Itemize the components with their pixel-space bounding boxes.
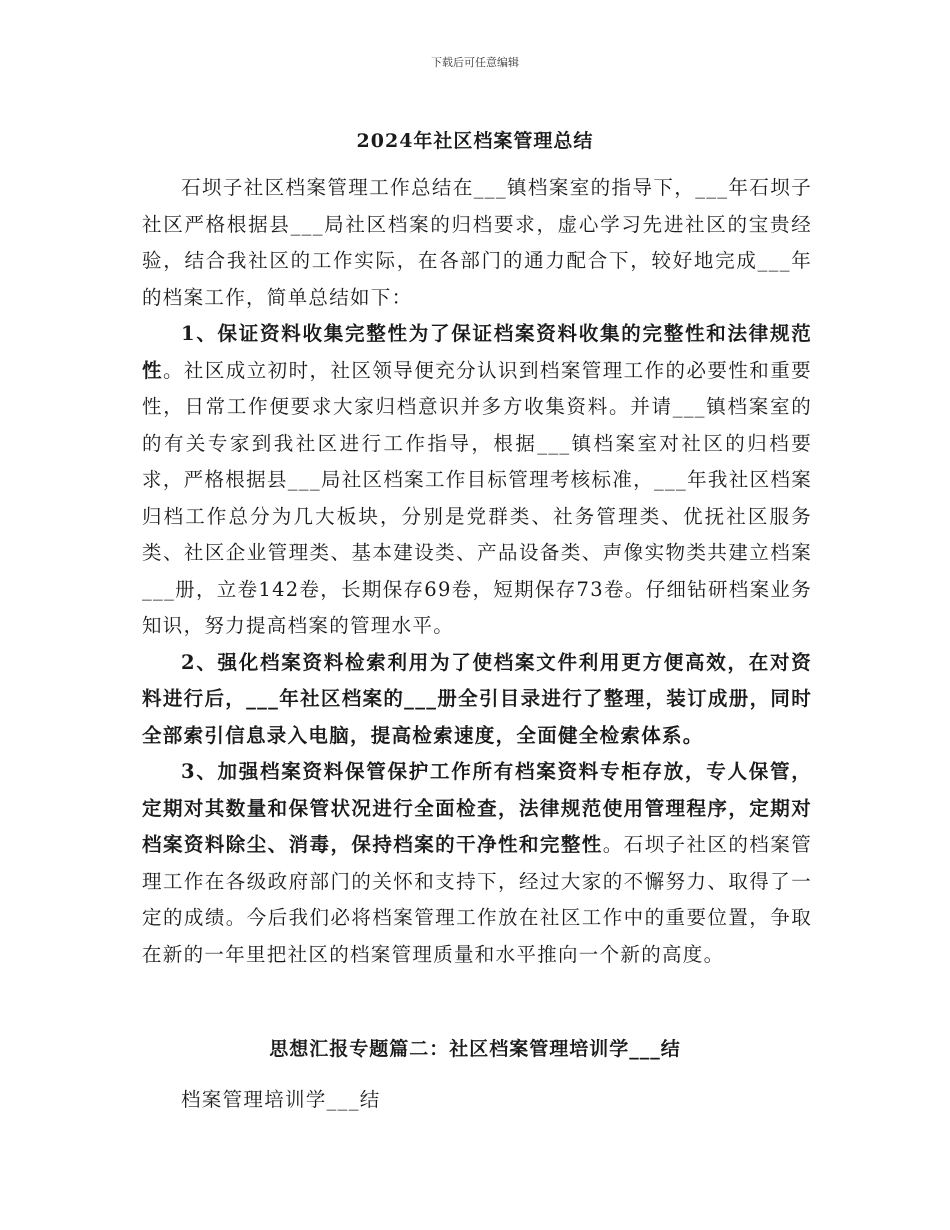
header-note: 下载后可任意编辑 (431, 56, 519, 69)
section-3-paragraph (142, 754, 812, 973)
section-3-body: 。石坝子社区的档案管理工作在各级政府部门的关怀和支持下，经过大家的不懈努力、取得了一定的成绩。今后我们必将档案管理工作放在社区工作中的重要位置，争取在新的一年里把社区的档案管理质量和水平推向一个新的高度。 (142, 833, 812, 966)
document-title: 2024年社区档案管理总结 (356, 130, 594, 152)
section-1-body: 。社区成立初时，社区领导便充分认识到档案管理工作的必要性和重要性，日常工作便要求大家归档意识并多方收集资料。并请___镇档案室的的有关专家到我社区进行工作指导，根据___镇档案室对社区的归档要求，严格根据县___局社区档案工作目标管理考核标准，___年我社区档案归档工作总分为几大板块，分别是党群类、社务管理类、优抚社区服务类、社区企业管理类、基本建设类、产品设备类、声像实物类共建立档案___册，立卷142卷，长期保存69卷，短期保存73卷。仔细钻研档案业务知识，努力提高档案的管理水平。 (142, 358, 812, 637)
document-body (142, 170, 812, 973)
section-3-heading: 3、加强档案资料保管保护工作所有档案资料专柜存放，专人保管，定期对其数量和保管状况进行全面检查，法律规范使用管理程序，定期对档案资料除尘、消毒，保持档案的干净性和完整性 (142, 760, 812, 856)
intro-paragraph: 石坝子社区档案管理工作总结在___镇档案室的指导下，___年石坝子社区严格根据县___局社区档案的归档要求，虚心学习先进社区的宝贵经验，结合我社区的工作实际，在各部门的通力配合下，较好地完成___年的档案工作，简单总结如下： (142, 176, 812, 309)
sub-intro-paragraph: 档案管理培训学___结 (181, 1088, 381, 1111)
section-2-heading: 2、强化档案资料检索利用为了使档案文件利用更方便高效，在对资料进行后，___年社区档案的___册全引目录进行了整理，装订成册，同时全部索引信息录入电脑，提高检索速度，全面健全检索体系。 (142, 650, 812, 747)
section-1-heading: 1、保证资料收集完整性为了保证档案资料收集的完整性和法律规范性 (142, 322, 812, 382)
section-1-paragraph (142, 316, 812, 645)
section-2-paragraph (142, 645, 812, 755)
sub-title: 思想汇报专题篇二：社区档案管理培训学___结 (269, 1038, 681, 1060)
